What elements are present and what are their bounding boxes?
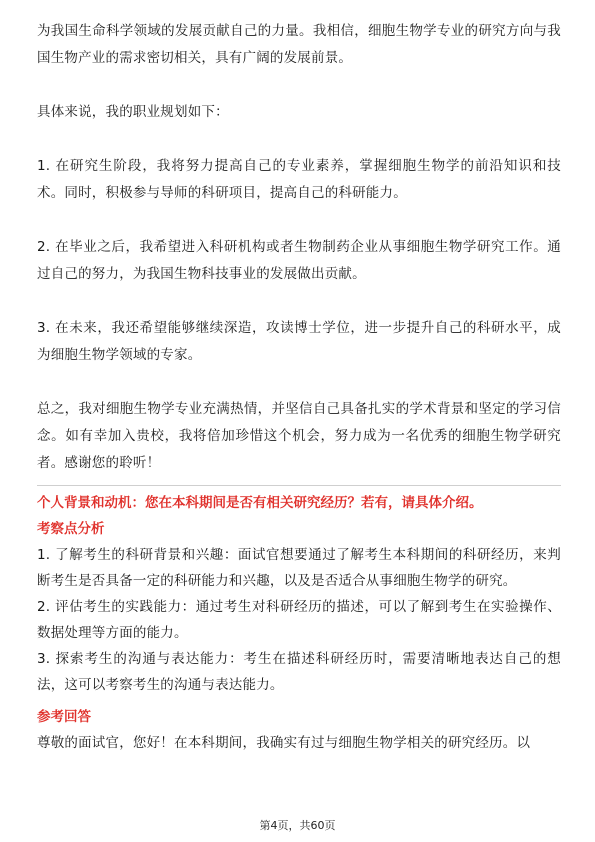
paragraph-plan-3: 3. 在未来，我还希望能够继续深造，攻读博士学位，进一步提升自己的科研水平，成为细胞生物学领域的专家。 [37,320,561,363]
paragraph-plan-1: 1. 在研究生阶段，我将努力提高自己的专业素养，掌握细胞生物学的前沿知识和技术。同时，积极参与导师的科研项目，提高自己的科研能力。 [37,158,561,201]
analysis-item-1: 1. 了解考生的科研背景和兴趣：面试官想要通过了解考生本科期间的科研经历，来判断考生是否具备一定的科研能力和兴趣，以及是否适合从事细胞生物学的研究。 [37,547,561,589]
analysis-item-3: 3. 探索考生的沟通与表达能力：考生在描述科研经历时，需要清晰地表达自己的想法，这可以考察考生的沟通与表达能力。 [37,651,561,693]
reference-answer-text: 尊敬的面试官，您好！在本科期间，我确实有过与细胞生物学相关的研究经历。以 [37,735,531,751]
paragraph-gap [37,72,561,99]
page-number-footer: 第4页，共60页 [259,819,336,832]
paragraph-gap [37,126,561,153]
paragraph-gap [37,369,561,396]
analysis-heading: 考察点分析 [37,521,105,537]
paragraph-gap [37,207,561,234]
interview-question: 个人背景和动机：您在本科期间是否有相关研究经历？若有，请具体介绍。 [37,495,483,511]
reference-heading: 参考回答 [37,709,91,725]
section-divider [37,485,561,486]
paragraph-conclusion: 总之，我对细胞生物学专业充满热情，并坚信自己具备扎实的学术背景和坚定的学习信念。如有幸加入贵校，我将倍加珍惜这个机会，努力成为一名优秀的细胞生物学研究者。感谢您的聆听！ [37,401,561,471]
document-page [37,18,561,756]
paragraph-gap [37,288,561,315]
analysis-item-2: 2. 评估考生的实践能力：通过考生对科研经历的描述，可以了解到考生在实验操作、数据处理等方面的能力。 [37,599,561,641]
paragraph-contribution: 为我国生命科学领域的发展贡献自己的力量。我相信，细胞生物学专业的研究方向与我国生物产业的需求密切相关，具有广阔的发展前景。 [37,23,561,66]
paragraph-plan-2: 2. 在毕业之后，我希望进入科研机构或者生物制药企业从事细胞生物学研究工作。通过自己的努力，为我国生物科技事业的发展做出贡献。 [37,239,561,282]
paragraph-plan-intro: 具体来说，我的职业规划如下： [37,104,229,120]
